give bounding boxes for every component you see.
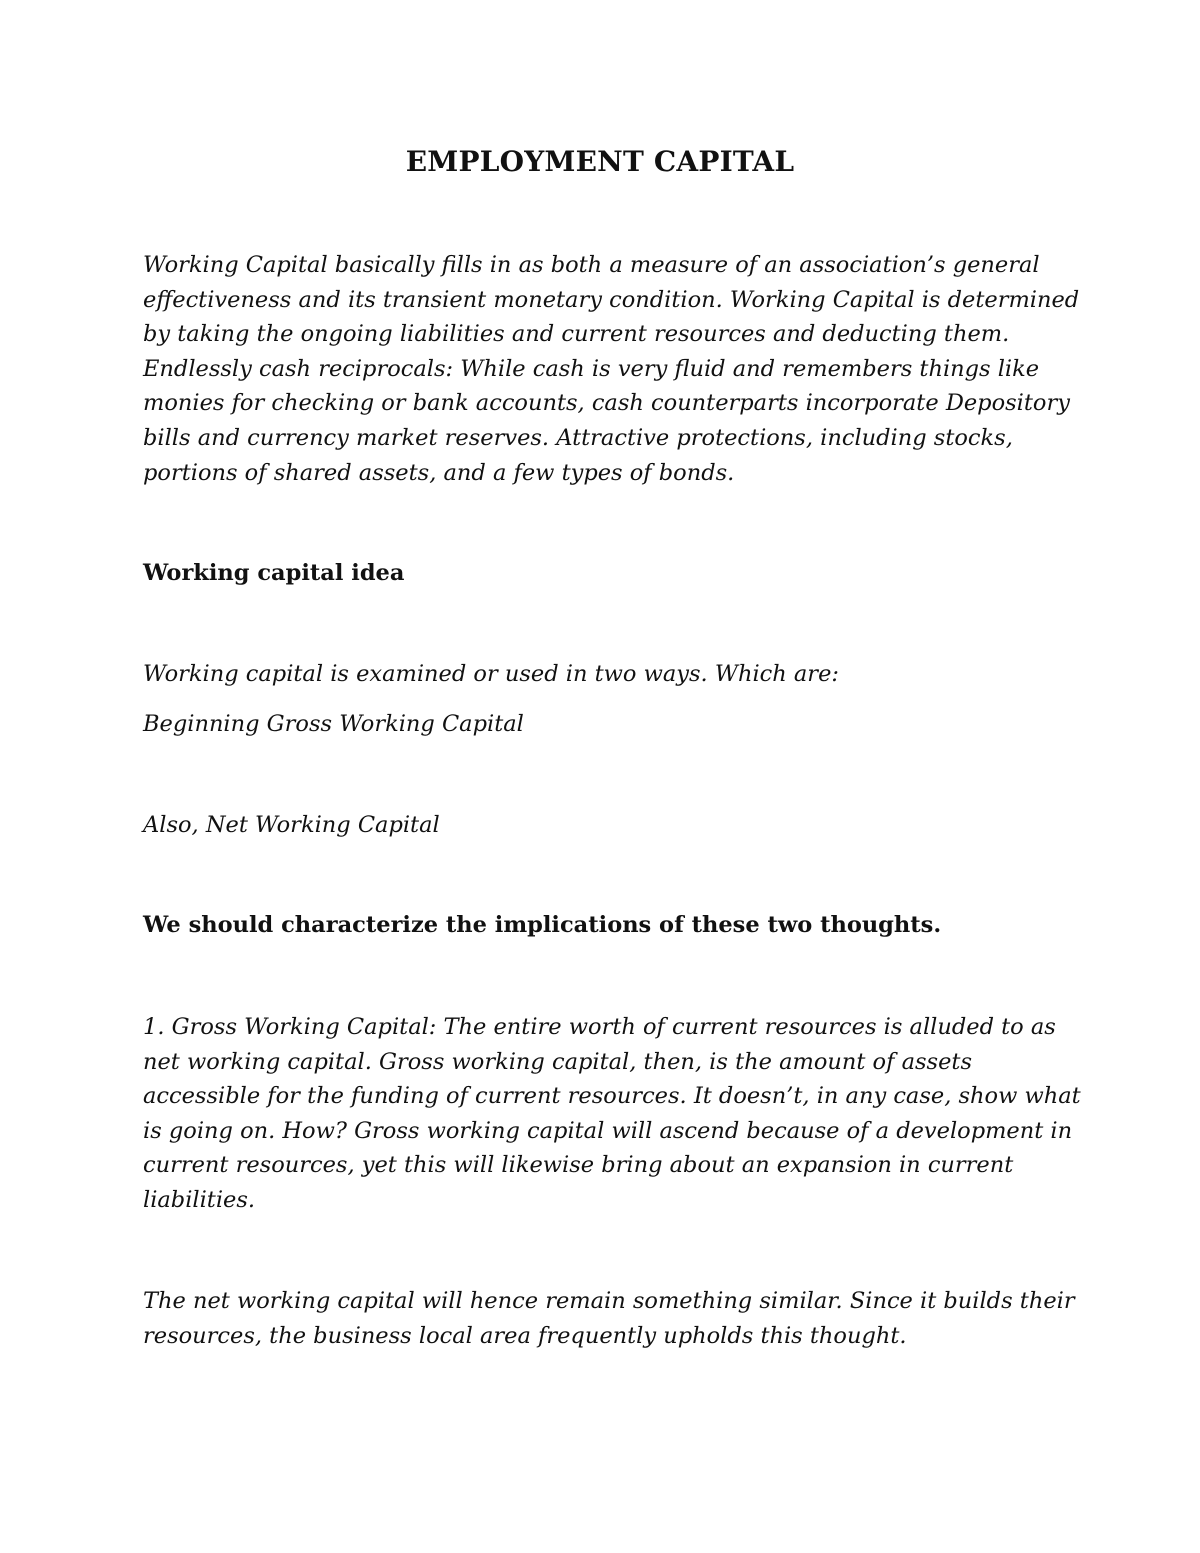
gross-working-capital-paragraph: 1. Gross Working Capital: The entire worth of current resources is alluded to as net working capital. Gross working capital, then, is the amount of assets accessible for the funding of current resources. It doesn’t, in any case, show what is going on. How? Gross working capital will ascend because of a development in current resources, yet this will likewise bring about an expansion in current liabilities. xyxy=(143,1014,1081,1213)
section-heading-idea: Working capital idea xyxy=(143,560,405,586)
intro-paragraph: Working Capital basically fills in as both a measure of an association’s general effectiveness and its transient monetary condition. Working Capital is determined by taking the ongoing liabilities and current resources and deducting them. Endlessly cash reciprocals: While cash is very fluid and remembers things like monies for checking or bank accounts, cash counterparts incorporate Depository bills and currency market reserves. Attractive protections, including stocks, portions of shared assets, and a few types of bonds. xyxy=(143,252,1080,486)
ways-intro-line: Working capital is examined or used in two ways. Which are: xyxy=(143,661,839,687)
section-heading-define: We should characterize the implications of these two thoughts. xyxy=(143,912,942,938)
document-title: EMPLOYMENT CAPITAL xyxy=(405,145,795,178)
net-working-capital-paragraph: The net working capital will hence remain something similar. Since it builds their resources, the business local area frequently upholds this thought. xyxy=(143,1288,1075,1349)
way-one-line: Beginning Gross Working Capital xyxy=(143,711,524,737)
way-two-line: Also, Net Working Capital xyxy=(143,812,440,838)
